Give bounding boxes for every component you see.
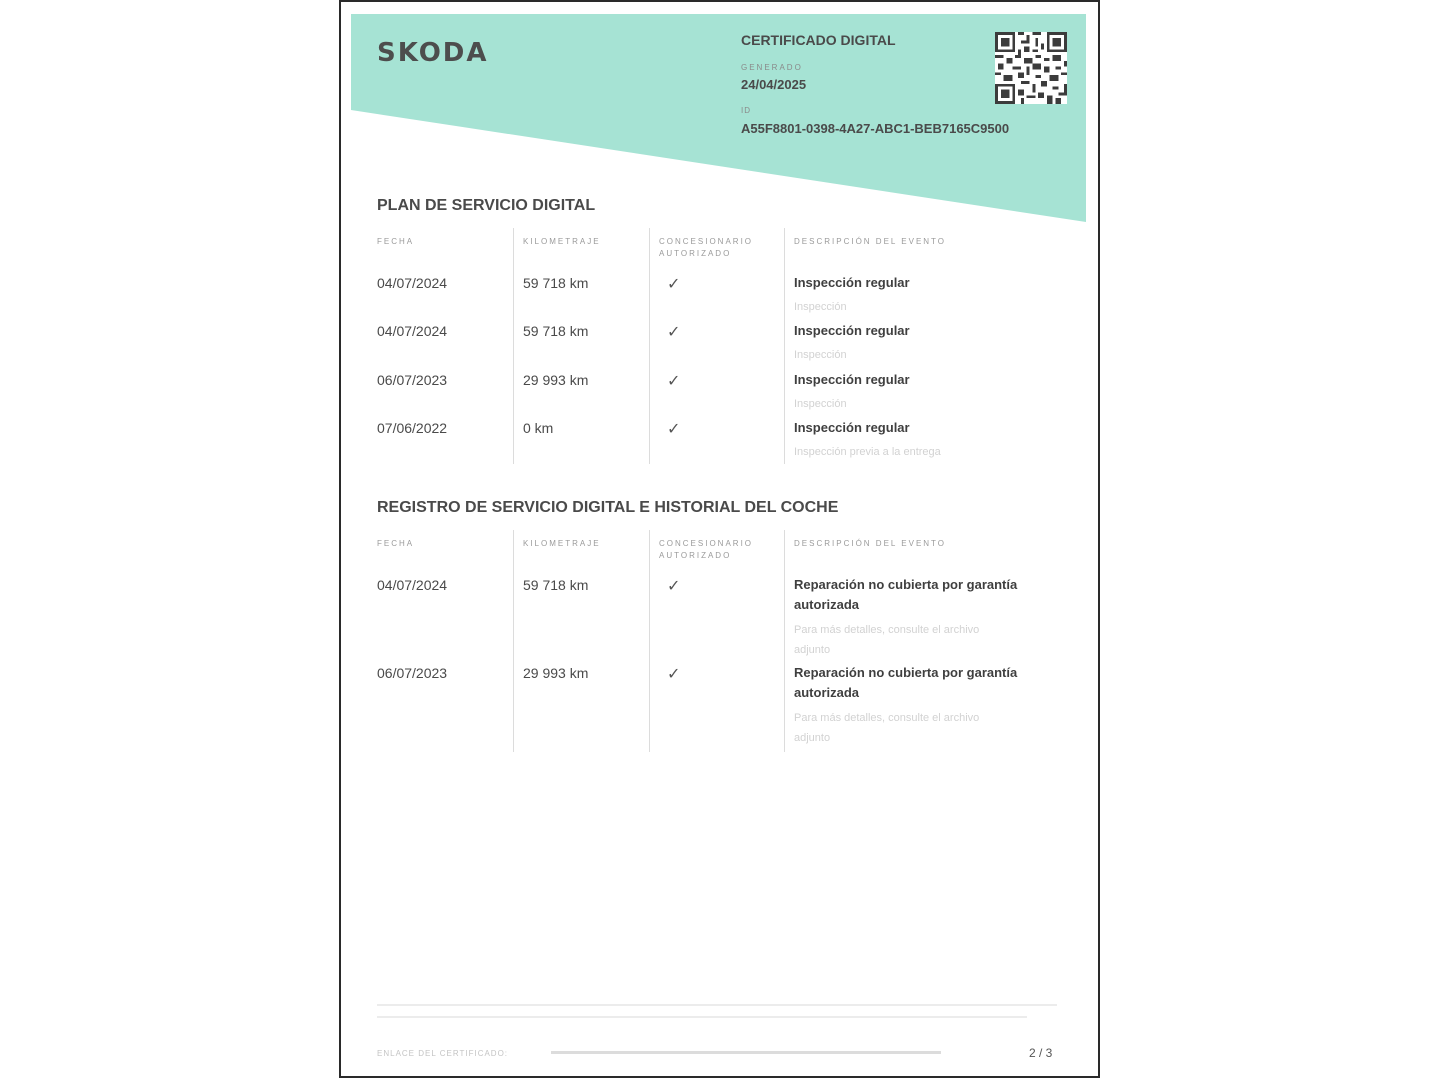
col-head-description: DESCRIPCIÓN DEL EVENTO <box>794 237 947 246</box>
col-head-description: DESCRIPCIÓN DEL EVENTO <box>794 539 947 548</box>
row-event: Inspección regular <box>794 372 910 387</box>
row-event: Reparación no cubierta por garantía autorizada <box>794 577 1018 612</box>
qr-code-icon <box>995 32 1067 104</box>
generated-date: 24/04/2025 <box>741 77 807 92</box>
column-divider <box>513 530 514 752</box>
row-event: Reparación no cubierta por garantía autorizada <box>794 665 1018 700</box>
service-record-title: REGISTRO DE SERVICIO DIGITAL E HISTORIAL DEL COCHE <box>377 499 839 516</box>
certificate-title: CERTIFICADO DIGITAL <box>741 32 896 48</box>
column-divider <box>649 530 650 752</box>
column-divider <box>513 228 514 464</box>
row-date: 07/06/2022 <box>377 420 448 436</box>
certificate-id: A55F8801-0398-4A27-ABC1-BEB7165C9500 <box>741 121 1010 136</box>
check-icon: ✓ <box>667 666 681 683</box>
row-mileage: 59 718 km <box>523 323 589 339</box>
header-banner <box>341 0 1100 230</box>
row-mileage: 59 718 km <box>523 275 589 291</box>
row-subevent: Inspección <box>794 398 847 410</box>
row-date: 04/07/2024 <box>377 577 448 593</box>
row-event: Inspección regular <box>794 275 910 290</box>
row-mileage: 59 718 km <box>523 577 589 593</box>
col-head-dealer <box>659 538 753 562</box>
row-mileage: 0 km <box>523 420 554 436</box>
certificate-page <box>339 0 1100 1078</box>
id-label: ID <box>741 106 751 115</box>
row-subevent: Inspección previa a la entrega <box>794 446 941 458</box>
check-icon: ✓ <box>667 421 681 438</box>
col-head-mileage: KILOMETRAJE <box>523 237 601 246</box>
certificate-link[interactable] <box>551 1051 941 1054</box>
row-date: 04/07/2024 <box>377 275 448 291</box>
row-subevent: Inspección <box>794 349 847 361</box>
certificate-link-label: ENLACE DEL CERTIFICADO: <box>377 1049 509 1058</box>
footer-divider <box>377 1016 1027 1018</box>
row-mileage: 29 993 km <box>523 372 589 388</box>
row-subevent: Para más detalles, consulte el archivo adjunto <box>794 624 980 656</box>
check-icon: ✓ <box>667 373 681 390</box>
col-head-dealer-line2: AUTORIZADO <box>659 551 732 560</box>
col-head-mileage: KILOMETRAJE <box>523 539 601 548</box>
col-head-date: FECHA <box>377 237 415 246</box>
col-head-dealer-line2: AUTORIZADO <box>659 249 732 258</box>
brand-logo: SKODA <box>377 38 489 68</box>
col-head-dealer-line1: CONCESIONARIO <box>659 237 754 246</box>
row-date: 06/07/2023 <box>377 372 448 388</box>
generated-label: GENERADO <box>741 63 803 72</box>
check-icon: ✓ <box>667 578 681 595</box>
column-divider <box>784 530 785 752</box>
col-head-date: FECHA <box>377 539 415 548</box>
row-subevent: Para más detalles, consulte el archivo adjunto <box>794 712 980 744</box>
row-date: 06/07/2023 <box>377 665 448 681</box>
service-plan-title: PLAN DE SERVICIO DIGITAL <box>377 197 596 214</box>
footer-divider <box>377 1004 1057 1006</box>
column-divider <box>649 228 650 464</box>
row-mileage: 29 993 km <box>523 665 589 681</box>
col-head-dealer <box>659 236 753 260</box>
row-event: Inspección regular <box>794 420 910 435</box>
col-head-dealer-line1: CONCESIONARIO <box>659 539 754 548</box>
row-subevent: Inspección <box>794 301 847 313</box>
row-date: 04/07/2024 <box>377 323 448 339</box>
check-icon: ✓ <box>667 276 681 293</box>
row-event: Inspección regular <box>794 323 910 338</box>
column-divider <box>784 228 785 464</box>
page-number: 2 / 3 <box>1029 1046 1053 1060</box>
check-icon: ✓ <box>667 324 681 341</box>
